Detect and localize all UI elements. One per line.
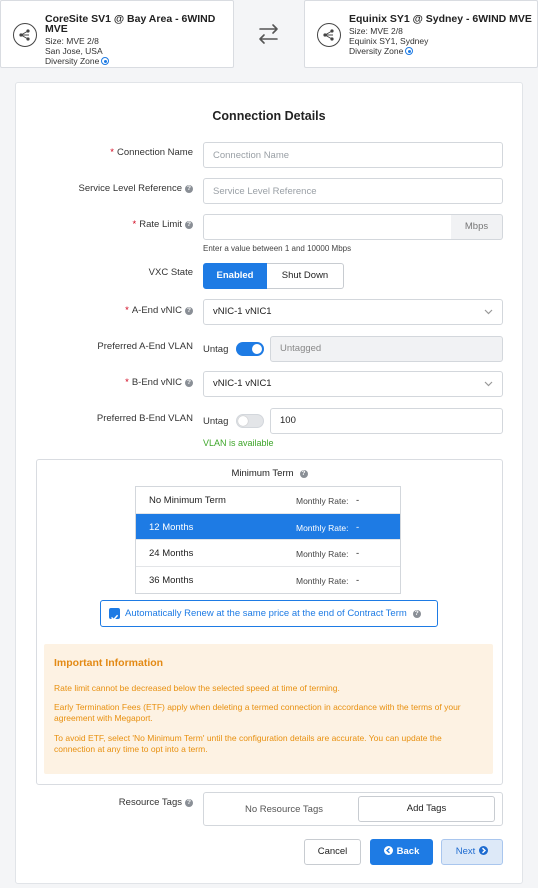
preferred-b-end-vlan-label: Preferred B-End VLAN — [96, 413, 193, 424]
help-icon[interactable]: ? — [185, 221, 193, 229]
rate-limit-label: * Rate Limit ? — [133, 219, 193, 230]
connection-name-input[interactable] — [203, 142, 503, 168]
service-level-reference-label: Service Level Reference ? — [79, 183, 194, 194]
term-option-none[interactable]: No Minimum Term Monthly Rate: - — [136, 487, 400, 514]
vxc-state-toggle — [203, 263, 344, 289]
help-icon[interactable]: ? — [300, 470, 308, 478]
b-end-untag-label: Untag — [203, 416, 229, 427]
help-icon[interactable]: ? — [185, 379, 193, 387]
minimum-term-title: Minimum Term ? — [37, 468, 502, 479]
resource-tags-box — [203, 792, 503, 826]
rate-limit-input[interactable] — [203, 214, 452, 240]
b-end-untag-toggle[interactable] — [236, 414, 264, 428]
term-option-36-months[interactable]: 36 Months Monthly Rate: - — [149, 574, 360, 586]
minimum-term-options — [135, 486, 401, 594]
b-end-title: Equinix SY1 @ Sydney - 6WIND MVE — [349, 13, 532, 25]
mve-node-icon — [317, 23, 341, 47]
important-info-title: Important Information — [54, 657, 164, 669]
a-end-untag-toggle[interactable] — [236, 342, 264, 356]
toggle-knob — [252, 344, 262, 354]
vxc-state-shutdown-button[interactable]: Shut Down — [267, 263, 344, 289]
connection-name-label: * Connection Name — [110, 147, 193, 158]
help-icon[interactable]: ? — [185, 799, 193, 807]
checkbox-checked-icon[interactable] — [109, 608, 120, 619]
diversity-zone-icon — [405, 47, 413, 55]
a-end-title: CoreSite SV1 @ Bay Area - 6WIND MVE — [45, 13, 216, 35]
page-title: Connection Details — [212, 109, 326, 123]
b-end-vlan-input[interactable]: 100 — [270, 408, 503, 434]
a-end-untag-label: Untag — [203, 344, 229, 355]
info-etf: Early Termination Fees (ETF) apply when deleting a termed connection in accordance with the terms of your agreement with Megaport. — [54, 702, 461, 723]
a-end-vlan-input[interactable]: Untagged — [270, 336, 503, 362]
next-button[interactable]: Next — [441, 839, 503, 865]
term-option-24-months[interactable]: 24 Months Monthly Rate: - — [136, 540, 400, 567]
info-rate-limit: Rate limit cannot be decreased below the selected speed at time of terming. — [54, 683, 340, 693]
cancel-button[interactable]: Cancel — [304, 839, 361, 865]
b-end-card[interactable] — [304, 0, 538, 68]
a-end-card[interactable] — [0, 0, 234, 68]
important-information-panel — [44, 644, 493, 774]
arrow-right-circle-icon — [479, 846, 488, 855]
vxc-state-enabled-button[interactable]: Enabled — [203, 263, 267, 289]
a-end-diversity: Diversity Zone — [45, 56, 233, 66]
rate-limit-hint: Enter a value between 1 and 10000 Mbps — [203, 244, 352, 253]
auto-renew-label: Automatically Renew at the same price at the end of Contract Term — [125, 608, 407, 619]
chevron-down-icon — [484, 309, 493, 315]
arrow-left-circle-icon — [384, 846, 393, 855]
mve-node-icon — [13, 23, 37, 47]
b-end-size: Size: MVE 2/8 — [349, 26, 403, 36]
minimum-term-section — [36, 459, 503, 785]
add-tags-button[interactable]: Add Tags — [358, 796, 495, 822]
a-end-vnic-label: * A-End vNIC ? — [125, 305, 193, 316]
vlan-status: VLAN is available — [203, 438, 274, 448]
b-end-vnic-select[interactable]: vNIC-1 vNIC1 — [203, 371, 503, 397]
b-end-vnic-label: * B-End vNIC ? — [125, 377, 193, 388]
service-level-reference-input[interactable] — [203, 178, 503, 204]
info-avoid-etf: To avoid ETF, select 'No Minimum Term' until the configuration details are accurate. You can update the connection at any time to opt into a term. — [54, 733, 442, 754]
rate-limit-unit: Mbps — [451, 214, 503, 240]
help-icon[interactable]: ? — [185, 185, 193, 193]
resource-tags-label: Resource Tags ? — [119, 797, 193, 808]
back-button[interactable]: Back — [370, 839, 433, 865]
a-end-location: San Jose, USA — [45, 46, 103, 56]
diversity-zone-icon — [101, 57, 109, 65]
a-end-vnic-select[interactable]: vNIC-1 vNIC1 — [203, 299, 503, 325]
chevron-down-icon — [484, 381, 493, 387]
swap-arrows-icon[interactable] — [256, 22, 282, 48]
a-end-size: Size: MVE 2/8 — [45, 36, 99, 46]
help-icon[interactable]: ? — [185, 307, 193, 315]
auto-renew-checkbox-row[interactable] — [100, 600, 438, 627]
connection-details-card — [15, 82, 523, 884]
b-end-location: Equinix SY1, Sydney — [349, 36, 429, 46]
no-resource-tags-text: No Resource Tags — [245, 804, 323, 815]
term-option-12-months[interactable]: 12 Months Monthly Rate: - — [136, 514, 400, 541]
help-icon[interactable]: ? — [413, 610, 421, 618]
b-end-diversity: Diversity Zone — [349, 46, 532, 56]
toggle-knob — [238, 416, 248, 426]
vxc-state-label: VXC State — [148, 267, 193, 278]
preferred-a-end-vlan-label: Preferred A-End VLAN — [97, 341, 193, 352]
